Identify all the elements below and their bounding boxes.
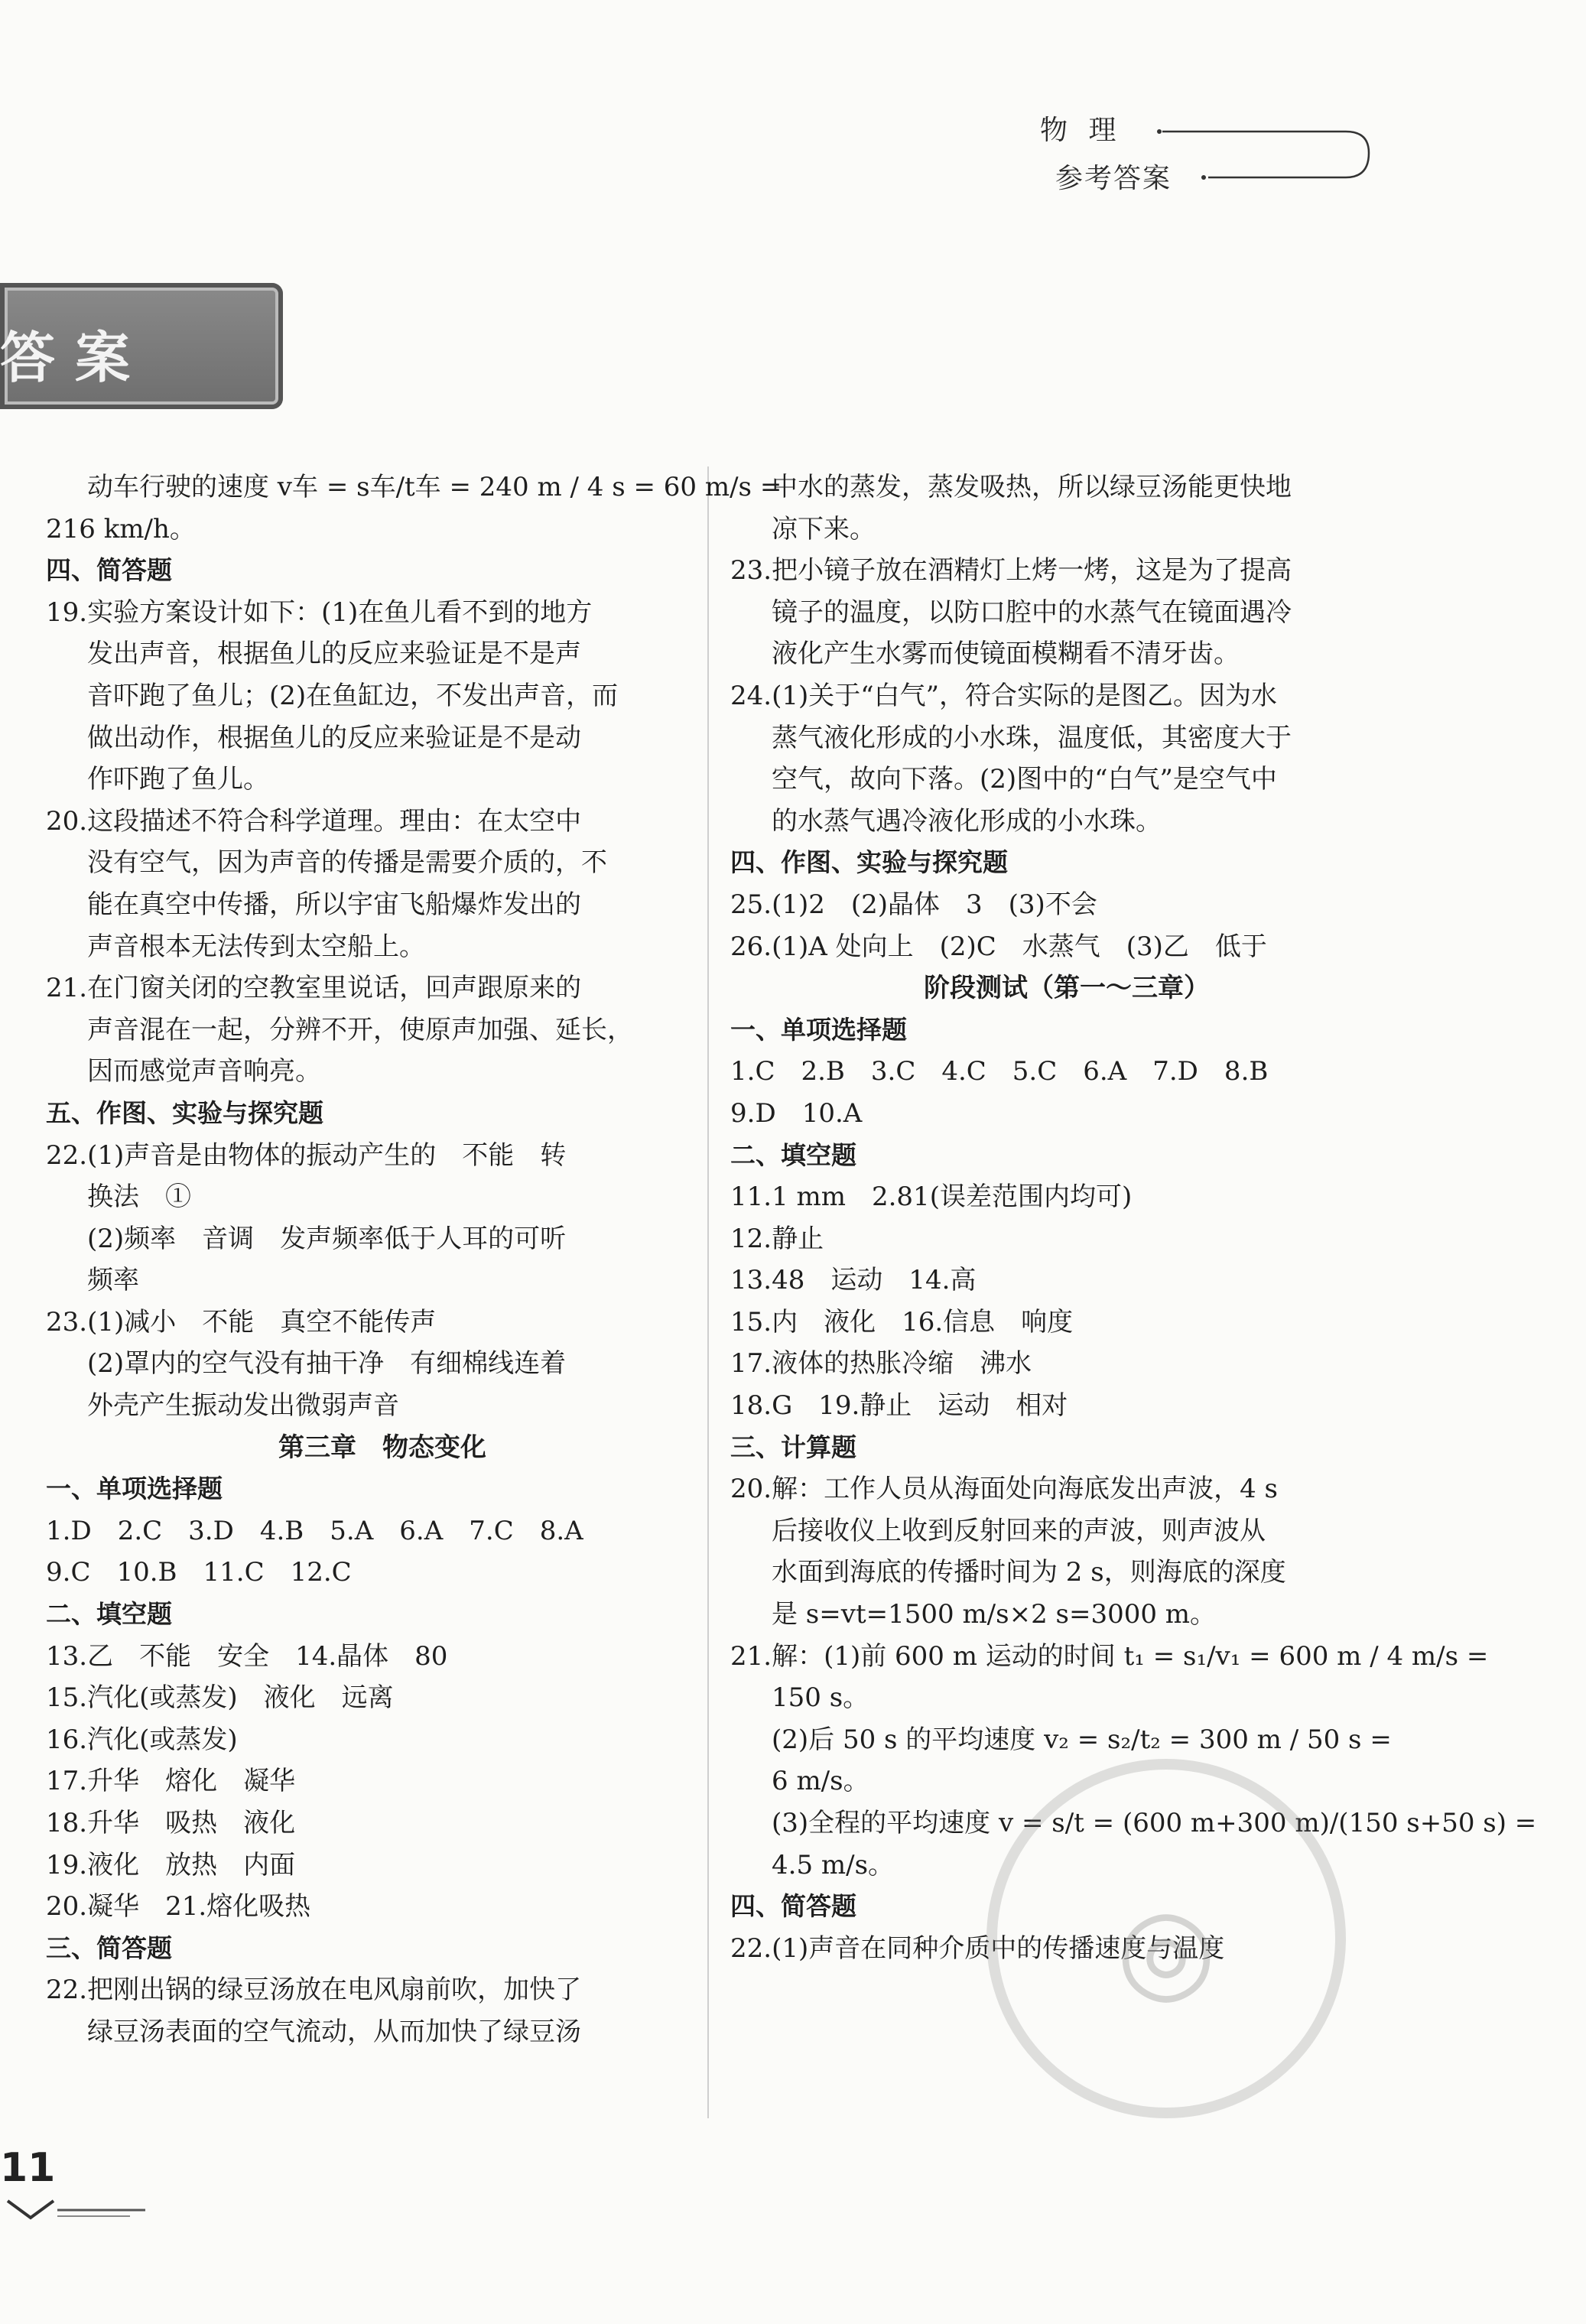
text-line: 凉下来。 xyxy=(772,513,876,544)
section-heading: 二、填空题 xyxy=(730,1139,856,1170)
text-line: 外壳产生振动发出微弱声音 xyxy=(87,1390,399,1422)
text-line: 20.这段描述不符合科学道理。理由：在太空中 xyxy=(46,805,582,837)
text-line: 19.实验方案设计如下：(1)在鱼儿看不到的地方 xyxy=(46,596,593,628)
text-line: 15.内 液化 16.信息 响度 xyxy=(730,1306,1074,1338)
section-heading: 五、作图、实验与探究题 xyxy=(46,1097,323,1128)
text-line: 13.乙 不能 安全 14.晶体 80 xyxy=(46,1640,448,1672)
text-line: (2)频率 音调 发声频率低于人耳的可听 xyxy=(87,1223,567,1254)
text-line: 声音根本无法传到太空船上。 xyxy=(87,931,425,962)
text-line: 没有空气，因为声音的传播是需要介质的，不 xyxy=(87,847,607,879)
text-line: 21.在门窗关闭的空教室里说话，回声跟原来的 xyxy=(46,973,582,1004)
text-line: 做出动作，根据鱼儿的反应来验证是不是动 xyxy=(87,722,581,753)
text-line: 17.升华 熔化 凝华 xyxy=(46,1766,296,1797)
section-heading: 一、单项选择题 xyxy=(730,1014,907,1045)
text-line: 4.5 m/s。 xyxy=(772,1849,895,1880)
section-heading: 二、填空题 xyxy=(46,1599,172,1630)
header-bracket xyxy=(1147,122,1376,199)
text-line: 15.汽化(或蒸发) 液化 远离 xyxy=(46,1682,394,1714)
text-line: 1.D 2.C 3.D 4.B 5.A 6.A 7.C 8.A xyxy=(46,1515,583,1546)
section-heading: 四、简答题 xyxy=(46,555,172,586)
text-line: 26.(1)A 处向上 (2)C 水蒸气 (3)乙 低于 xyxy=(730,931,1267,962)
text-line: 12.静止 xyxy=(730,1223,824,1254)
text-line: 换法 ① xyxy=(87,1182,191,1213)
section-heading: 三、简答题 xyxy=(46,1932,172,1963)
text-line: 水面到海底的传播时间为 2 s，则海底的深度 xyxy=(772,1557,1286,1588)
text-line: 24.(1)关于“白气”，符合实际的是图乙。因为水 xyxy=(730,680,1277,711)
text-line: (2)罩内的空气没有抽干净 有细棉线连着 xyxy=(87,1348,567,1380)
text-line: (3)全程的平均速度 v = s/t = (600 m+300 m)/(150 s+50 s) = xyxy=(772,1808,1537,1838)
section-heading: 三、计算题 xyxy=(730,1432,856,1462)
text-line: 是 s=vt=1500 m/s×2 s=3000 m。 xyxy=(772,1599,1217,1630)
chapter-title: 阶段测试（第一～三章） xyxy=(924,973,1210,1004)
text-line: 22.(1)声音在同种介质中的传播速度与温度 xyxy=(730,1932,1225,1964)
text-line: 150 s。 xyxy=(772,1682,869,1714)
text-line: 音吓跑了鱼儿；(2)在鱼缸边，不发出声音，而 xyxy=(87,680,619,711)
text-line: 19.液化 放热 内面 xyxy=(46,1849,296,1880)
text-line: 22.(1)声音是由物体的振动产生的 不能 转 xyxy=(46,1139,567,1171)
text-line: 6 m/s。 xyxy=(772,1766,869,1797)
text-line: 的水蒸气遇冷液化形成的小水珠。 xyxy=(772,805,1162,837)
answer-title: 参考答案 xyxy=(1055,163,1172,194)
text-line: 16.汽化(或蒸发) xyxy=(46,1724,238,1755)
text-line: 绿豆汤表面的空气流动，从而加快了绿豆汤 xyxy=(87,2016,581,2047)
text-line: 因而感觉声音响亮。 xyxy=(87,1056,321,1087)
text-line: 21.解：(1)前 600 m 运动的时间 t₁ = s₁/v₁ = 600 m / 4 m/s = xyxy=(730,1640,1489,1672)
page-number-chevron xyxy=(0,2195,153,2225)
text-line: (2)后 50 s 的平均速度 v₂ = s₂/t₂ = 300 m / 50 s = xyxy=(772,1724,1392,1755)
text-line: 作吓跑了鱼儿。 xyxy=(87,764,269,795)
text-line: 液化产生水雾而使镜面模糊看不清牙齿。 xyxy=(772,639,1240,670)
text-line: 23.把小镜子放在酒精灯上烤一烤，这是为了提高 xyxy=(730,555,1292,587)
section-heading: 一、单项选择题 xyxy=(46,1474,223,1504)
text-line: 25.(1)2 (2)晶体 3 (3)不会 xyxy=(730,889,1097,920)
text-line: 镜子的温度，以防口腔中的水蒸气在镜面遇冷 xyxy=(772,596,1292,628)
section-banner xyxy=(0,283,283,409)
text-line: 18.G 19.静止 运动 相对 xyxy=(730,1390,1068,1422)
text-line: 蒸气液化形成的小水珠，温度低，其密度大于 xyxy=(772,722,1292,753)
text-line: 17.液体的热胀冷缩 沸水 xyxy=(730,1348,1032,1380)
text-line: 后接收仪上收到反射回来的声波，则声波从 xyxy=(772,1515,1266,1546)
right-column xyxy=(730,466,1537,1969)
text-line: 1.C 2.B 3.C 4.C 5.C 6.A 7.D 8.B xyxy=(730,1056,1269,1087)
subject-label: 物 理 xyxy=(1040,115,1123,146)
section-heading: 四、作图、实验与探究题 xyxy=(730,847,1008,878)
text-line: 216 km/h。 xyxy=(46,513,196,544)
text-line: 动车行驶的速度 v车 = s车/t车 = 240 m / 4 s = 60 m/s = xyxy=(87,472,782,502)
text-line: 11.1 mm 2.81(误差范围内均可) xyxy=(730,1182,1133,1213)
page-number: 11 xyxy=(0,2145,56,2191)
text-line: 22.把刚出锅的绿豆汤放在电风扇前吹，加快了 xyxy=(46,1975,582,2006)
watermark-seal: ◎ xyxy=(986,1759,1346,2118)
text-line: 9.C 10.B 11.C 12.C xyxy=(46,1557,352,1588)
banner-text: 答案 xyxy=(0,326,151,390)
text-line: 空气，故向下落。(2)图中的“白气”是空气中 xyxy=(772,764,1277,795)
chapter-title: 第三章 物态变化 xyxy=(278,1432,486,1463)
text-line: 20.凝华 21.熔化吸热 xyxy=(46,1891,311,1923)
text-line: 声音混在一起，分辨不开，使原声加强、延长， xyxy=(87,1014,633,1045)
text-line: 20.解：工作人员从海面处向海底发出声波，4 s xyxy=(730,1474,1278,1505)
section-heading: 四、简答题 xyxy=(730,1891,856,1922)
text-line: 23.(1)减小 不能 真空不能传声 xyxy=(46,1306,437,1338)
text-line: 中水的蒸发，蒸发吸热，所以绿豆汤能更快地 xyxy=(772,472,1292,502)
text-line: 9.D 10.A xyxy=(730,1097,863,1129)
text-line: 13.48 运动 14.高 xyxy=(730,1265,977,1296)
text-line: 发出声音，根据鱼儿的反应来验证是不是声 xyxy=(87,639,581,670)
text-line: 18.升华 吸热 液化 xyxy=(46,1808,296,1838)
text-line: 能在真空中传播，所以宇宙飞船爆炸发出的 xyxy=(87,889,581,920)
text-line: 频率 xyxy=(87,1265,139,1296)
